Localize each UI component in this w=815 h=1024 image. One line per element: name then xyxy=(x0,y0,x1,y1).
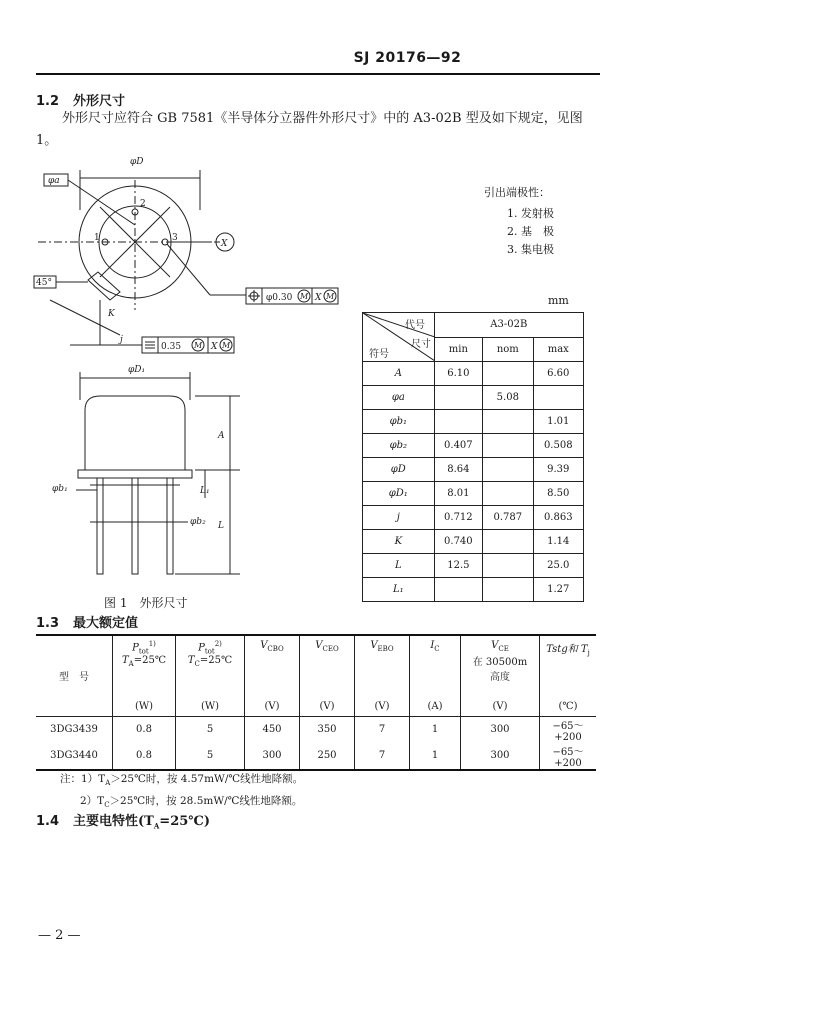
col-header-max: max xyxy=(533,337,583,362)
cell-min xyxy=(434,410,482,434)
cell-nom: 5.08 xyxy=(483,386,533,410)
label-tol2-m2: M xyxy=(222,341,231,350)
section-title: 外形尺寸 xyxy=(73,94,126,109)
dimension-row xyxy=(363,578,584,602)
dimension-row xyxy=(363,554,584,578)
section-number: 1.2 xyxy=(36,94,60,109)
corner-mid-label: 尺寸 xyxy=(411,339,431,350)
cell-value: −65～+200 xyxy=(540,716,597,743)
cell-value: 350 xyxy=(300,716,355,743)
label-tol1-m2: M xyxy=(326,292,335,301)
corner-cell xyxy=(363,313,435,362)
pin-legend-item-1: 1. 发射极 xyxy=(507,207,554,220)
section-1-2-paragraph-line2: 1。 xyxy=(36,133,58,148)
col-vce: $V_{CE}$ 在 30500m 高度 xyxy=(461,635,540,698)
cell-model: 3DG3439 xyxy=(50,724,98,735)
label-tol2-m: M xyxy=(194,341,203,350)
label-pin1: 1 xyxy=(94,233,100,243)
dimension-row xyxy=(363,458,584,482)
cell-value: 1 xyxy=(410,716,461,743)
cell-sym: L₁ xyxy=(363,578,435,602)
cell-sym: A xyxy=(363,362,435,386)
cell-min: 12.5 xyxy=(434,554,482,578)
cell-nom xyxy=(483,578,533,602)
col-tstg-tj: Tstg和 $T_j$ xyxy=(540,635,597,698)
leader-tol1 xyxy=(167,244,210,295)
label-tol2-x: X xyxy=(211,342,218,352)
cell-sym: j xyxy=(363,506,435,530)
col-vceo: $V_{CEO}$ xyxy=(300,635,355,698)
pin-legend-item-3: 3. 集电极 xyxy=(507,243,554,256)
label-tol1: φ0.30 xyxy=(266,293,293,303)
unit-v: (V) xyxy=(245,698,300,716)
cell-max: 0.863 xyxy=(533,506,583,530)
section-number: 1.3 xyxy=(36,616,60,631)
unit-v: (V) xyxy=(355,698,410,716)
dimension-row xyxy=(363,386,584,410)
unit-c: (℃) xyxy=(540,698,597,716)
cell-model: 3DG3440 xyxy=(50,750,98,761)
label-phiD1: φD₁ xyxy=(128,365,146,375)
outline-drawing xyxy=(30,150,360,620)
cell-nom xyxy=(483,410,533,434)
col-ptot-tc: $P_{tot}^{2)}$ $T_C=25℃$ xyxy=(176,635,245,698)
cell-min: 0.712 xyxy=(434,506,482,530)
unit-w: (W) xyxy=(113,698,176,716)
label-phiD: φD xyxy=(130,157,144,167)
label-l1: L₁ xyxy=(200,486,210,496)
cell-value: −65～+200 xyxy=(540,743,597,770)
cell-min xyxy=(434,578,482,602)
cell-nom xyxy=(483,458,533,482)
pin-legend-item-2: 2. 基 极 xyxy=(507,225,554,238)
col-ic: $I_C$ xyxy=(410,635,461,698)
dimension-row xyxy=(363,530,584,554)
label-phib2: φb₂ xyxy=(190,517,206,527)
unit-v: (V) xyxy=(461,698,540,716)
col-header-nom: nom xyxy=(483,337,533,362)
cell-min: 0.407 xyxy=(434,434,482,458)
rating-row xyxy=(36,743,596,770)
label-datum-x: X xyxy=(221,239,228,249)
label-phia: φa xyxy=(48,176,60,186)
cell-value: 7 xyxy=(355,743,410,770)
cell-max: 0.508 xyxy=(533,434,583,458)
rating-row xyxy=(36,716,596,743)
document-code: SJ 20176—92 xyxy=(353,50,462,66)
col-model: 型 号 xyxy=(59,672,89,684)
note-1: 注：$1)T_A>25℃$时，按 4.57mW/℃线性地降额。 xyxy=(60,773,304,788)
section-1-4-heading: 1.4 主要电特性$(T_A=25℃)$ xyxy=(36,814,211,831)
cell-max: 1.01 xyxy=(533,410,583,434)
section-title: 最大额定值 xyxy=(73,616,139,631)
dimension-table xyxy=(362,312,584,602)
cell-min: 6.10 xyxy=(434,362,482,386)
note-2: $2)T_C>25℃$时，按 28.5mW/℃线性地降额。 xyxy=(80,795,303,810)
cell-sym: L xyxy=(363,554,435,578)
cell-max: 8.50 xyxy=(533,482,583,506)
cell-value: 5 xyxy=(176,716,245,743)
label-a: A xyxy=(218,431,225,441)
cell-value: 1 xyxy=(410,743,461,770)
section-number: 1.4 xyxy=(36,814,60,829)
section-1-2-paragraph-line1: 外形尺寸应符合 GB 7581《半导体分立器件外形尺寸》中的 A3-02B 型及如下规定，见图 xyxy=(62,111,583,126)
can-body xyxy=(85,396,185,470)
cell-sym: φb₁ xyxy=(363,410,435,434)
col-vcbo: $V_{CBO}$ xyxy=(245,635,300,698)
dimension-row xyxy=(363,410,584,434)
section-1-3-heading xyxy=(36,612,138,631)
label-j: j xyxy=(120,335,123,345)
cell-value: 5 xyxy=(176,743,245,770)
orientation-tab xyxy=(88,272,120,300)
lead xyxy=(167,478,173,574)
unit-v: (V) xyxy=(300,698,355,716)
cell-max: 6.60 xyxy=(533,362,583,386)
corner-bottom-label: 符号 xyxy=(369,349,389,360)
col-vebo: $V_{EBO}$ xyxy=(355,635,410,698)
col-ptot-ta: $P_{tot}^{1)}$ $T_A=25℃$ xyxy=(113,635,176,698)
dimension-row xyxy=(363,482,584,506)
corner-top-label: 代号 xyxy=(405,320,425,331)
cell-value: 450 xyxy=(245,716,300,743)
header-rule xyxy=(36,73,600,75)
cell-nom xyxy=(483,530,533,554)
cell-value: 300 xyxy=(461,716,540,743)
cell-sym: φb₂ xyxy=(363,434,435,458)
cell-value: 300 xyxy=(245,743,300,770)
label-angle: 45° xyxy=(36,278,52,288)
cell-nom xyxy=(483,434,533,458)
cell-max: 9.39 xyxy=(533,458,583,482)
cell-nom xyxy=(483,362,533,386)
section-1-2-heading xyxy=(36,90,125,109)
cell-nom xyxy=(483,482,533,506)
unit-w: (W) xyxy=(176,698,245,716)
can-flange xyxy=(78,470,192,478)
cell-sym: φD₁ xyxy=(363,482,435,506)
max-ratings-table xyxy=(36,634,596,771)
type-header: A3-02B xyxy=(434,313,583,338)
label-tol2: 0.35 xyxy=(161,342,182,352)
cell-value: 300 xyxy=(461,743,540,770)
label-phib1: φb₁ xyxy=(52,484,68,494)
cell-min: 8.64 xyxy=(434,458,482,482)
label-k: K xyxy=(108,309,115,319)
cell-nom: 0.787 xyxy=(483,506,533,530)
dimension-row xyxy=(363,362,584,386)
cell-nom xyxy=(483,554,533,578)
label-tol1-x: X xyxy=(315,293,322,303)
cell-max: 1.14 xyxy=(533,530,583,554)
cell-min: 0.740 xyxy=(434,530,482,554)
cell-sym: φD xyxy=(363,458,435,482)
cell-sym: φa xyxy=(363,386,435,410)
cell-sym: K xyxy=(363,530,435,554)
label-pin2: 2 xyxy=(140,199,146,209)
cell-value: 7 xyxy=(355,716,410,743)
cell-value: 0.8 xyxy=(113,716,176,743)
cell-value: 0.8 xyxy=(113,743,176,770)
label-tol1-m: M xyxy=(300,292,309,301)
cell-max: 1.27 xyxy=(533,578,583,602)
cell-max: 25.0 xyxy=(533,554,583,578)
col-header-min: min xyxy=(434,337,482,362)
cell-min xyxy=(434,386,482,410)
cell-value: 250 xyxy=(300,743,355,770)
label-l: L xyxy=(218,521,224,531)
dimension-row xyxy=(363,434,584,458)
cell-min: 8.01 xyxy=(434,482,482,506)
pin-legend-title: 引出端极性： xyxy=(484,186,550,199)
cell-max xyxy=(533,386,583,410)
page-number: — 2 — xyxy=(38,928,81,943)
unit-label: mm xyxy=(548,294,569,307)
dimension-row xyxy=(363,506,584,530)
unit-a: (A) xyxy=(410,698,461,716)
lead xyxy=(97,478,103,574)
figure-caption: 图 1 外形尺寸 xyxy=(104,596,188,610)
lead xyxy=(132,478,138,574)
label-pin3: 3 xyxy=(172,233,178,243)
